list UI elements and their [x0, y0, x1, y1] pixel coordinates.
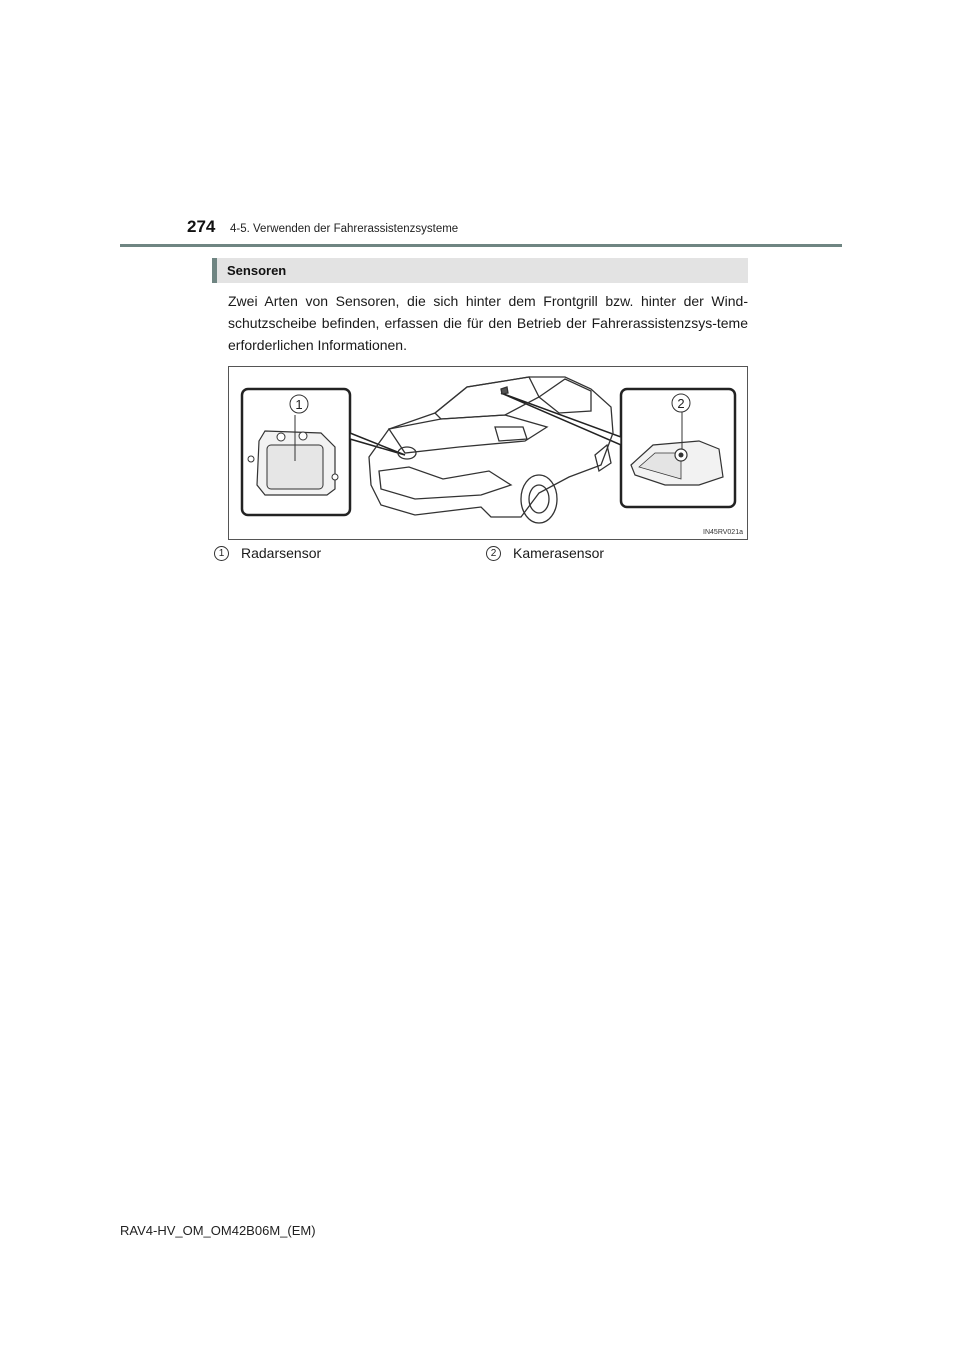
sensor-illustration-drawing — [229, 367, 749, 541]
header-rule — [120, 244, 842, 247]
box-title — [212, 258, 748, 283]
body-paragraph: Zwei Arten von Sensoren, die sich hinter dem Frontgrill bzw. hinter der Wind-schutzscheibe befinden, erfassen die für den Betrieb der Fahrerassistenzsys-teme erforderlichen Informationen. — [228, 293, 748, 353]
section-header: 4-5. Verwenden der Fahrerassistenzsysteme — [230, 223, 459, 235]
legend-number-2: 2 — [486, 546, 501, 561]
footer-doc-id: RAV4-HV_OM_OM42B06M_(EM) — [120, 1223, 316, 1238]
page-number: 274 — [187, 217, 216, 236]
figure-code: IN45RV021a — [703, 529, 743, 536]
legend-item-camera — [486, 545, 604, 561]
callout-1: 1 — [295, 397, 303, 412]
sensor-illustration — [228, 366, 748, 540]
legend-label-radar: Radarsensor — [241, 545, 322, 561]
legend-label-camera: Kamerasensor — [513, 545, 605, 561]
legend-item-radar — [214, 545, 321, 561]
car-drawing — [369, 377, 613, 523]
box-title-text: Sensoren — [227, 263, 287, 278]
legend-number-1: 1 — [214, 546, 229, 561]
callout-2: 2 — [677, 396, 685, 411]
